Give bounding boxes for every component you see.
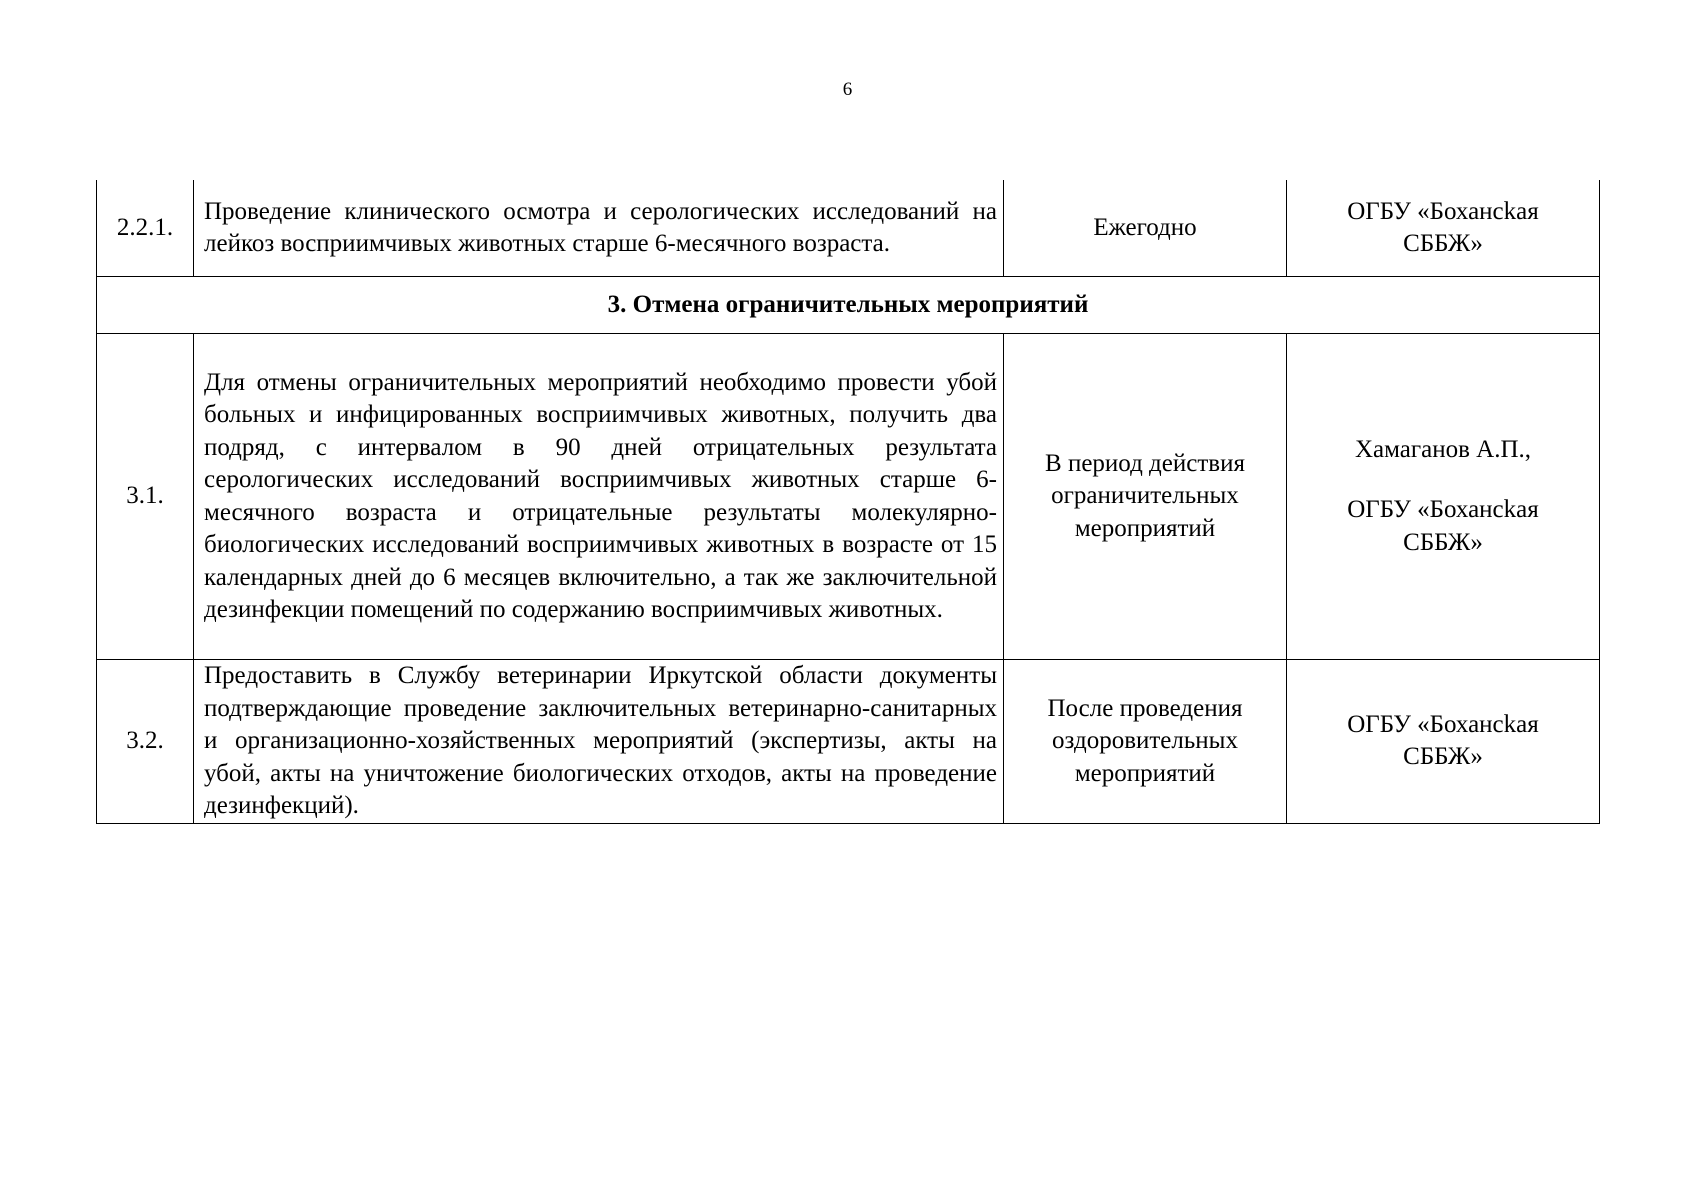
table-row-3-1 — [97, 334, 1600, 660]
spacer — [1287, 466, 1599, 494]
item-description-text: Проведение клинического осмотра и серологических исследований на лейкоз восприимчивых животных старше 6-месячного возраста. — [204, 197, 997, 257]
measures-table — [96, 180, 1600, 824]
responsible-org-line: СББЖ» — [1403, 743, 1483, 771]
item-responsible — [1287, 180, 1600, 277]
item-number: 3.2. — [97, 660, 194, 824]
section-header-row — [97, 277, 1600, 334]
table-row-2-2-1 — [97, 180, 1600, 277]
responsible-org-line: ОГБУ «Бохансkая — [1347, 197, 1539, 225]
item-term — [1004, 334, 1287, 660]
item-description — [194, 180, 1004, 277]
item-responsible — [1287, 660, 1600, 824]
item-number: 3.1. — [97, 334, 194, 660]
table-row-3-2 — [97, 660, 1600, 824]
term-line: ограничительных — [1051, 482, 1239, 510]
term-line: В период действия — [1045, 449, 1245, 477]
term-line: После проведения — [1047, 694, 1243, 722]
responsible-org-line: СББЖ» — [1403, 230, 1483, 257]
page-number: 6 — [842, 79, 853, 100]
responsible-person: Хамаганов А.П., — [1354, 435, 1532, 463]
item-term: Ежегодно — [1004, 180, 1287, 277]
responsible-org-line: СББЖ» — [1403, 528, 1483, 556]
term-line: мероприятий — [1074, 759, 1216, 787]
term-line: мероприятий — [1074, 514, 1216, 542]
section-title: 3. Отмена ограничительных мероприятий — [97, 277, 1600, 334]
item-description — [194, 334, 1004, 660]
item-description-text: Для отмены ограничительных мероприятий необходимо провести убой больных и инфицированных восприимчивых животных, получить два подряд, с интервалом в 90 дней отрицательных результата серологических исследований восприимчивых животных старше 6-месячного возраста и отрицательные результаты молекулярно-биологических исследований восприимчивых животных в возрасте от 15 календарных дней до 6 месяцев включительно, а так же заключительной дезинфекции помещений по содержанию восприимчивых животных. — [204, 368, 997, 623]
responsible-org-line: ОГБУ «Бохансkая — [1347, 496, 1539, 524]
item-number: 2.2.1. — [97, 180, 194, 277]
item-description — [194, 660, 1004, 824]
term-line: оздоровительных — [1052, 727, 1238, 754]
item-description-text: Предоставить в Службу ветеринарии Иркутской области документы подтверждающие проведение заключительных ветеринарно-санитарных и организационно-хозяйственных мероприятий (экспертизы, акты на убой, акты на уничтожение биологических отходов, акты на проведение дезинфекций). — [204, 662, 997, 819]
item-term — [1004, 660, 1287, 824]
item-responsible — [1287, 334, 1600, 660]
responsible-org-line: ОГБУ «Бохансkая — [1347, 710, 1539, 738]
